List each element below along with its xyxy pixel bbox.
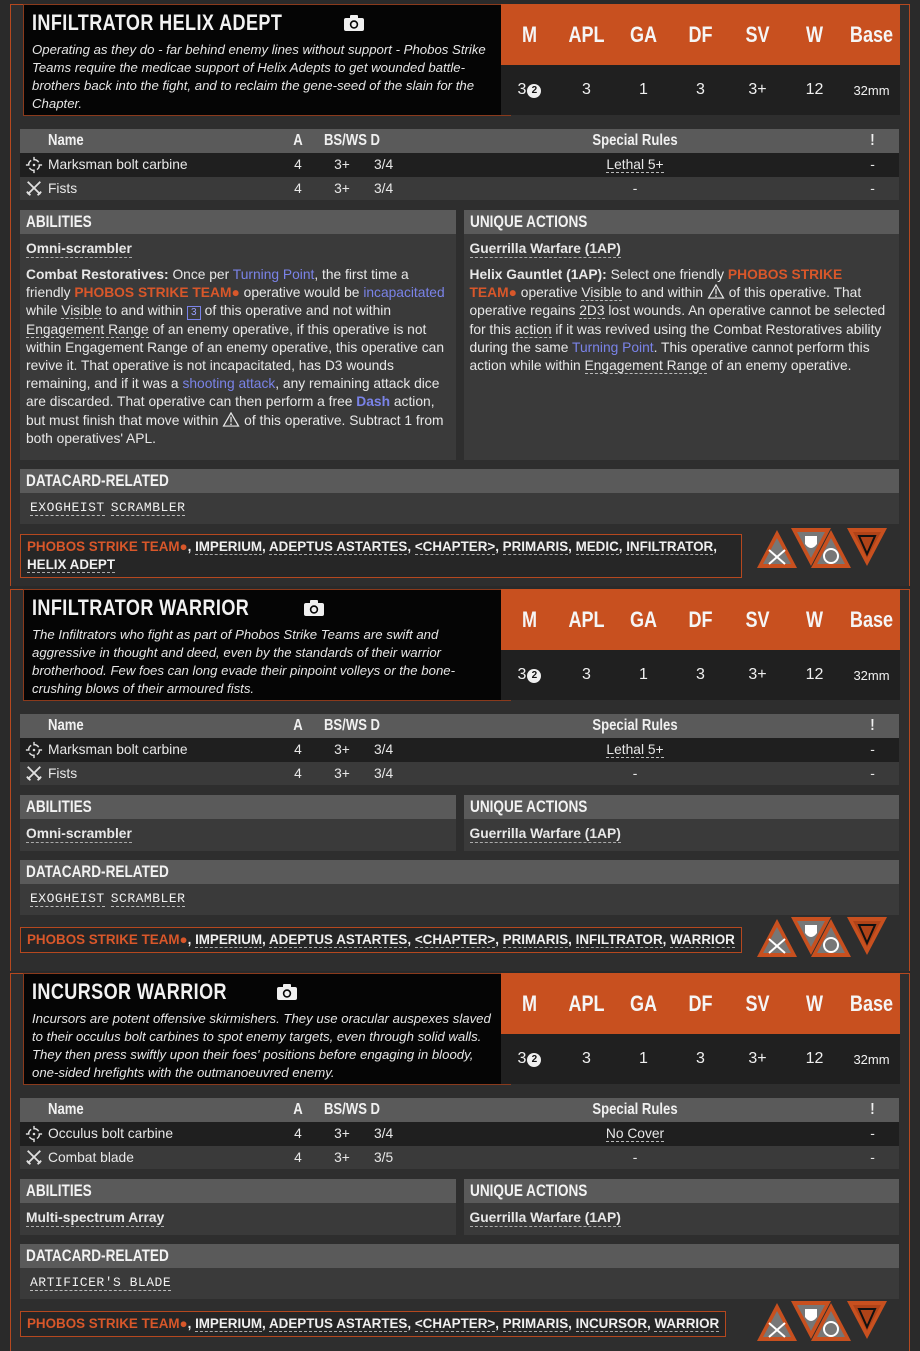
- unique-action-name[interactable]: Guerrilla Warfare (1AP): [469, 241, 621, 256]
- col-name: Name: [48, 1101, 84, 1118]
- move-distance-badge: 2: [527, 1053, 541, 1067]
- unique-actions-body: [464, 1203, 900, 1235]
- card-header: [11, 974, 909, 1086]
- abilities-panel: [20, 1179, 456, 1235]
- faction-keyword[interactable]: PHOBOS STRIKE TEAM: [27, 1316, 180, 1331]
- weapon-a: 4: [294, 180, 302, 196]
- abilities-panel: [20, 795, 456, 851]
- weapon-name: Marksman bolt carbine: [48, 742, 188, 758]
- col-crit: !: [870, 1101, 875, 1118]
- abilities-label: ABILITIES: [26, 212, 92, 231]
- flavor-text: The Infiltrators who fight as part of Phobos Strike Teams are swift and aggressive in thought and deed, even by the standards of their warrior brotherhood. Few foes can long evade their pinpoint volleys or the bone-crushing blows of their armoured fists.: [32, 627, 455, 696]
- stat-m-value: 3: [517, 666, 527, 683]
- keyword[interactable]: IMPERIUM: [195, 539, 263, 554]
- stat-base: 32mm: [853, 82, 890, 98]
- abilities-body: [20, 234, 456, 456]
- col-bsws: BS/WS: [323, 717, 367, 734]
- stat-m-value: 3: [517, 1050, 527, 1067]
- keyword[interactable]: <CHAPTER>: [414, 539, 496, 554]
- role-badge-icons: [755, 524, 901, 572]
- ability-name[interactable]: Multi-spectrum Array: [26, 1210, 165, 1225]
- ranged-weapon-icon: [25, 156, 43, 174]
- weapon-row[interactable]: [20, 1146, 899, 1170]
- operative-title: [32, 9, 502, 37]
- stat-header-apl: APL: [568, 21, 605, 47]
- rule-text: Once per: [168, 267, 233, 282]
- stat-header-ga: GA: [629, 990, 658, 1016]
- weapon-d: 3/4: [374, 1126, 394, 1142]
- stat-base: 32mm: [853, 667, 890, 683]
- weapon-name: Marksman bolt carbine: [48, 157, 188, 173]
- turning-point-link[interactable]: Turning Point: [572, 339, 654, 355]
- keyword[interactable]: WARRIOR: [654, 1316, 720, 1331]
- keyword[interactable]: <CHAPTER>: [414, 1316, 496, 1331]
- stat-block: [501, 4, 900, 117]
- title-box: [23, 4, 511, 116]
- weapon-bsws: 3+: [334, 1149, 350, 1165]
- keyword[interactable]: PRIMARIS: [502, 932, 569, 947]
- weapon-name: Occulus bolt carbine: [48, 1126, 174, 1142]
- weapon-bsws: 3+: [334, 157, 350, 173]
- datacard-label: DATACARD-RELATED: [26, 862, 169, 881]
- col-crit: !: [870, 717, 875, 734]
- weapon-bsws: 3+: [334, 180, 350, 196]
- weapons-table: [20, 129, 899, 200]
- unique-actions-panel: [464, 210, 900, 460]
- range-square-icon: 3: [187, 306, 201, 320]
- stat-w: 12: [805, 81, 824, 98]
- stat-header-m: M: [521, 606, 538, 632]
- col-a: A: [293, 1101, 303, 1118]
- unique-actions-body: [464, 234, 900, 383]
- unique-actions-label: UNIQUE ACTIONS: [469, 212, 587, 231]
- weapon-bsws: 3+: [334, 765, 350, 781]
- weapon-special-rule: -: [632, 1149, 638, 1165]
- weapon-special-rule[interactable]: Lethal 5+: [606, 742, 664, 758]
- abilities-panel: [20, 210, 456, 460]
- stat-header-sv: SV: [745, 606, 770, 632]
- stat-sv: 3+: [748, 81, 767, 98]
- stat-header-base: Base: [849, 21, 894, 47]
- weapon-a: 4: [294, 1149, 302, 1165]
- weapon-d: 3/4: [374, 180, 394, 196]
- datacard-body: [20, 884, 899, 915]
- datacard-related: [20, 1244, 899, 1299]
- operative-card-infiltrator-warrior: [10, 589, 910, 971]
- operative-title: [32, 594, 502, 622]
- datacard-header: [20, 469, 899, 493]
- weapon-a: 4: [294, 1126, 302, 1142]
- datacard-header: [20, 1244, 899, 1268]
- camera-icon[interactable]: [343, 14, 365, 32]
- weapon-d: 3/4: [374, 157, 394, 173]
- stat-ga: 1: [639, 1050, 648, 1067]
- weapon-row[interactable]: [20, 738, 899, 762]
- weapon-d: 3/4: [374, 742, 394, 758]
- weapon-special-rule: -: [632, 765, 638, 781]
- weapon-d: 3/5: [374, 1149, 394, 1165]
- datacard-related: [20, 860, 899, 915]
- rule-text: to and within: [621, 285, 707, 301]
- stat-ga: 1: [639, 81, 648, 98]
- rule-text: of this operative and not within: [200, 303, 392, 319]
- weapons-table: [20, 714, 899, 785]
- ranged-weapon-icon: [25, 741, 43, 759]
- flavor-text: Operating as they do - far behind enemy lines without support - Phobos Strike Teams require the medicae support of Helix Adepts to get wounded battle-brothers back into the fight, and to reclaim the gene-seed of the slain for the Chapter.: [32, 42, 486, 111]
- datacard-body: [20, 1268, 899, 1299]
- col-crit: !: [870, 132, 875, 149]
- col-bsws: BS/WS: [323, 132, 367, 149]
- stat-header-m: M: [521, 21, 538, 47]
- weapon-name: Fists: [48, 765, 78, 781]
- faction-keyword[interactable]: PHOBOS STRIKE TEAM: [27, 932, 180, 947]
- keyword[interactable]: MEDIC: [575, 539, 619, 554]
- weapons-header-row: [20, 129, 899, 153]
- weapon-row[interactable]: [20, 153, 899, 177]
- unique-action-name[interactable]: Guerrilla Warfare (1AP): [469, 826, 621, 841]
- col-bsws: BS/WS: [323, 1101, 367, 1118]
- datacard-keyword[interactable]: ARTIFICER'S BLADE: [30, 1275, 172, 1290]
- datacard-keyword[interactable]: SCRAMBLER: [110, 891, 186, 906]
- unique-actions-panel: [464, 795, 900, 851]
- weapon-special-rule[interactable]: No Cover: [605, 1126, 665, 1142]
- weapon-special-rule[interactable]: Lethal 5+: [606, 157, 664, 173]
- operative-title: [32, 978, 502, 1006]
- stat-headers: [501, 589, 900, 650]
- keyword[interactable]: IMPERIUM: [195, 1316, 263, 1331]
- keywords-box: PHOBOS STRIKE TEAM●, IMPERIUM, ADEPTUS ASTARTES, <CHAPTER>, PRIMARIS, INCURSOR, WARRIOR: [20, 1311, 726, 1337]
- stat-block: [501, 973, 900, 1086]
- stat-header-w: W: [805, 606, 824, 632]
- unique-actions-label: UNIQUE ACTIONS: [469, 797, 587, 816]
- stat-header-m: M: [521, 990, 538, 1016]
- stat-header-w: W: [805, 990, 824, 1016]
- ability-rule-text: [26, 266, 450, 448]
- keywords-box: PHOBOS STRIKE TEAM●, IMPERIUM, ADEPTUS ASTARTES, <CHAPTER>, PRIMARIS, INFILTRATOR, WARRIOR: [20, 927, 742, 953]
- stat-header-sv: SV: [745, 21, 770, 47]
- stat-block: [501, 589, 900, 702]
- col-special-rules: Special Rules: [592, 1101, 678, 1118]
- action-link[interactable]: action: [514, 321, 552, 337]
- keywords-row: [11, 915, 909, 963]
- turning-point-link[interactable]: Turning Point: [232, 267, 315, 282]
- rule-text: of an enemy operative.: [707, 358, 852, 374]
- skull-icon: ●: [179, 1316, 188, 1331]
- rule-text: , any remaining attack dice are discarded. That operative can then perform a free: [26, 376, 440, 410]
- ranged-weapon-icon: [25, 1125, 43, 1143]
- keyword[interactable]: HELIX ADEPT: [27, 557, 116, 572]
- col-d: D: [370, 1101, 381, 1118]
- datacard-label: DATACARD-RELATED: [26, 471, 169, 490]
- stat-df: 3: [696, 666, 705, 683]
- stat-m-value: 3: [517, 81, 527, 98]
- abilities-header: [20, 1179, 456, 1203]
- rule-title: Combat Restoratives:: [26, 267, 169, 282]
- flavor-text: Incursors are potent offensive skirmishers. They use oracular auspexes slaved to their occulus bolt carbines to spot enemy targets, even through solid walls. They then press swiftly upon their foes' positions before engaging in bloody, one-sided hrefights with the outmanoeuvred enemy.: [32, 1011, 491, 1080]
- rule-text: action, but must finish that move within: [26, 394, 435, 428]
- faction-keyword[interactable]: PHOBOS STRIKE TEAM: [27, 539, 180, 554]
- keyword[interactable]: WARRIOR: [670, 932, 735, 947]
- col-special-rules: Special Rules: [592, 717, 678, 734]
- stat-header-base: Base: [849, 606, 894, 632]
- visible-link[interactable]: Visible: [61, 303, 102, 319]
- role-badge-icons: [755, 913, 901, 961]
- col-a: A: [293, 132, 303, 149]
- ability-name[interactable]: Omni-scrambler: [26, 826, 132, 841]
- stat-base: 32mm: [853, 1051, 890, 1067]
- keyword[interactable]: PRIMARIS: [502, 1316, 569, 1331]
- weapon-a: 4: [294, 765, 302, 781]
- melee-weapon-icon: [25, 179, 43, 197]
- weapon-a: 4: [294, 157, 302, 173]
- keyword[interactable]: INFILTRATOR: [626, 539, 714, 554]
- stat-header-w: W: [805, 21, 824, 47]
- weapon-row[interactable]: [20, 1122, 899, 1146]
- stat-headers: [501, 4, 900, 65]
- role-badge-icons: [755, 1297, 901, 1345]
- datacard-keyword[interactable]: EXOGHEIST: [30, 500, 105, 515]
- skull-icon: ●: [231, 285, 240, 301]
- weapon-name: Fists: [48, 180, 78, 196]
- stat-header-apl: APL: [568, 990, 605, 1016]
- keywords-row: [11, 1299, 909, 1347]
- abilities-body: [20, 819, 456, 851]
- incapacitated-link[interactable]: incapacitated: [363, 285, 445, 301]
- weapon-crit: -: [870, 1126, 875, 1142]
- weapon-crit: -: [870, 765, 875, 781]
- rule-text: operative would be: [239, 285, 364, 301]
- weapons-table: [20, 1098, 899, 1169]
- weapon-name: Combat blade: [48, 1149, 134, 1165]
- weapon-special-rule: -: [632, 180, 638, 196]
- keyword[interactable]: INCURSOR: [575, 1316, 648, 1331]
- stat-sv: 3+: [748, 1050, 767, 1067]
- keyword[interactable]: INFILTRATOR: [575, 932, 663, 947]
- rule-text: operative: [516, 285, 582, 301]
- stat-w: 12: [805, 1050, 824, 1067]
- weapon-row[interactable]: [20, 762, 899, 786]
- title-box: [23, 973, 511, 1085]
- unique-actions-body: [464, 819, 900, 851]
- stat-header-ga: GA: [629, 21, 658, 47]
- unique-action-name[interactable]: Guerrilla Warfare (1AP): [469, 1210, 621, 1225]
- keyword[interactable]: <CHAPTER>: [414, 932, 496, 947]
- operative-name: INFILTRATOR WARRIOR: [32, 595, 250, 620]
- skull-icon: ●: [179, 539, 188, 554]
- rule-title: Helix Gauntlet (1AP):: [469, 267, 607, 282]
- rule-text: of this operative. That operative regains: [469, 285, 862, 319]
- weapon-bsws: 3+: [334, 742, 350, 758]
- faction-keyword-link[interactable]: PHOBOS STRIKE TEAM: [74, 285, 232, 301]
- stat-sv: 3+: [748, 666, 767, 683]
- abilities-label: ABILITIES: [26, 797, 92, 816]
- stat-df: 3: [696, 1050, 705, 1067]
- stat-m: [501, 81, 558, 99]
- operative-name: INFILTRATOR HELIX ADEPT: [32, 10, 283, 35]
- stat-values: [501, 1034, 900, 1084]
- abilities-label: ABILITIES: [26, 1181, 92, 1200]
- operative-name: INCURSOR WARRIOR: [32, 979, 227, 1004]
- weapon-row[interactable]: [20, 177, 899, 201]
- weapons-header-row: [20, 1098, 899, 1122]
- rule-text: . This operative cannot perform this action while within: [469, 339, 870, 374]
- weapon-bsws: 3+: [334, 1126, 350, 1142]
- triangle-range-icon: [707, 284, 725, 299]
- stat-values: [501, 65, 900, 115]
- rule-text: of an enemy operative, if this operative is not within Engagement Range of an enemy operative, this operative can revive it. That operative is not incapacitated, has D3 wounds remaining, and if it was a: [26, 321, 444, 392]
- visible-link[interactable]: Visible: [581, 285, 622, 301]
- col-d: D: [370, 132, 381, 149]
- title-box: [23, 589, 511, 701]
- skull-icon: ●: [179, 932, 188, 947]
- camera-icon[interactable]: [303, 599, 325, 617]
- rule-text: to and within: [101, 303, 187, 319]
- melee-weapon-icon: [25, 1148, 43, 1166]
- rule-text: lost wounds. An operative cannot be selected for this: [469, 303, 886, 337]
- stat-w: 12: [805, 666, 824, 683]
- datacard-keyword[interactable]: SCRAMBLER: [110, 500, 186, 515]
- keyword[interactable]: ADEPTUS ASTARTES: [268, 1316, 408, 1331]
- skull-icon: ●: [508, 285, 517, 301]
- stat-apl: 3: [582, 1050, 591, 1067]
- move-distance-badge: 2: [527, 84, 541, 98]
- dash-link[interactable]: Dash: [356, 394, 391, 410]
- col-d: D: [370, 717, 381, 734]
- melee-weapon-icon: [25, 764, 43, 782]
- move-distance-badge: 2: [527, 669, 541, 683]
- rule-text: , the first time a friendly: [26, 267, 409, 301]
- stat-m: [501, 666, 558, 684]
- abilities-header: [20, 795, 456, 819]
- rule-text: Select one friendly: [606, 267, 728, 282]
- keywords-row: [11, 524, 909, 580]
- stat-header-sv: SV: [745, 990, 770, 1016]
- shooting-attack-link[interactable]: shooting attack: [182, 376, 276, 392]
- triangle-range-icon: [222, 412, 240, 427]
- engagement-range-link[interactable]: Engagement Range: [584, 358, 708, 374]
- stat-headers: [501, 973, 900, 1034]
- abilities-body: [20, 1203, 456, 1235]
- datacard-keyword[interactable]: EXOGHEIST: [30, 891, 105, 906]
- stat-header-base: Base: [849, 990, 894, 1016]
- col-special-rules: Special Rules: [592, 132, 678, 149]
- datacard-header: [20, 860, 899, 884]
- unique-actions-panel: [464, 1179, 900, 1235]
- weapon-crit: -: [870, 742, 875, 758]
- col-name: Name: [48, 717, 84, 734]
- stat-apl: 3: [582, 666, 591, 683]
- faction-keyword-link[interactable]: PHOBOS STRIKE TEAM: [469, 267, 843, 301]
- weapon-a: 4: [294, 742, 302, 758]
- unique-actions-header: [464, 1179, 900, 1203]
- keyword[interactable]: ADEPTUS ASTARTES: [268, 539, 408, 554]
- unique-actions-header: [464, 795, 900, 819]
- abilities-actions-row: [20, 1179, 899, 1235]
- stat-header-df: DF: [688, 21, 713, 47]
- keyword[interactable]: IMPERIUM: [195, 932, 263, 947]
- stat-m: [501, 1050, 558, 1068]
- weapon-crit: -: [870, 157, 875, 173]
- stat-df: 3: [696, 81, 705, 98]
- rule-text: if it was revived using the Combat Restoratives ability during the same: [469, 321, 882, 355]
- col-a: A: [293, 717, 303, 734]
- datacard-related: [20, 469, 899, 524]
- camera-icon[interactable]: [276, 983, 298, 1001]
- stat-apl: 3: [582, 81, 591, 98]
- abilities-header: [20, 210, 456, 234]
- ability-name[interactable]: Omni-scrambler: [26, 241, 132, 256]
- card-header: [11, 5, 909, 117]
- stat-header-ga: GA: [629, 606, 658, 632]
- card-header: [11, 590, 909, 702]
- abilities-actions-row: [20, 795, 899, 851]
- datacard-body: [20, 493, 899, 524]
- rule-text: while: [26, 303, 62, 319]
- stat-header-df: DF: [688, 606, 713, 632]
- stat-ga: 1: [639, 666, 648, 683]
- abilities-actions-row: [20, 210, 899, 460]
- keyword[interactable]: PRIMARIS: [502, 539, 569, 554]
- dice-link[interactable]: 2D3: [579, 303, 605, 319]
- stat-header-apl: APL: [568, 606, 605, 632]
- keywords-box: PHOBOS STRIKE TEAM●, IMPERIUM, ADEPTUS ASTARTES, <CHAPTER>, PRIMARIS, MEDIC, INFILTRATOR, HELIX ADEPT: [20, 534, 742, 578]
- engagement-range-link[interactable]: Engagement Range: [26, 321, 149, 337]
- col-name: Name: [48, 132, 84, 149]
- stat-values: [501, 650, 900, 700]
- weapon-d: 3/4: [374, 765, 394, 781]
- operative-card-incursor-warrior: [10, 973, 910, 1351]
- unique-action-rule-text: [470, 266, 894, 375]
- keyword[interactable]: ADEPTUS ASTARTES: [268, 932, 408, 947]
- stat-header-df: DF: [688, 990, 713, 1016]
- operative-card-helix-adept: [10, 4, 910, 586]
- rule-text: of this operative. Subtract 1 from both operatives' APL.: [26, 412, 444, 446]
- weapon-crit: -: [870, 1149, 875, 1165]
- weapon-crit: -: [870, 180, 875, 196]
- unique-actions-header: [464, 210, 900, 234]
- weapons-header-row: [20, 714, 899, 738]
- unique-actions-label: UNIQUE ACTIONS: [469, 1181, 587, 1200]
- datacard-label: DATACARD-RELATED: [26, 1246, 169, 1265]
